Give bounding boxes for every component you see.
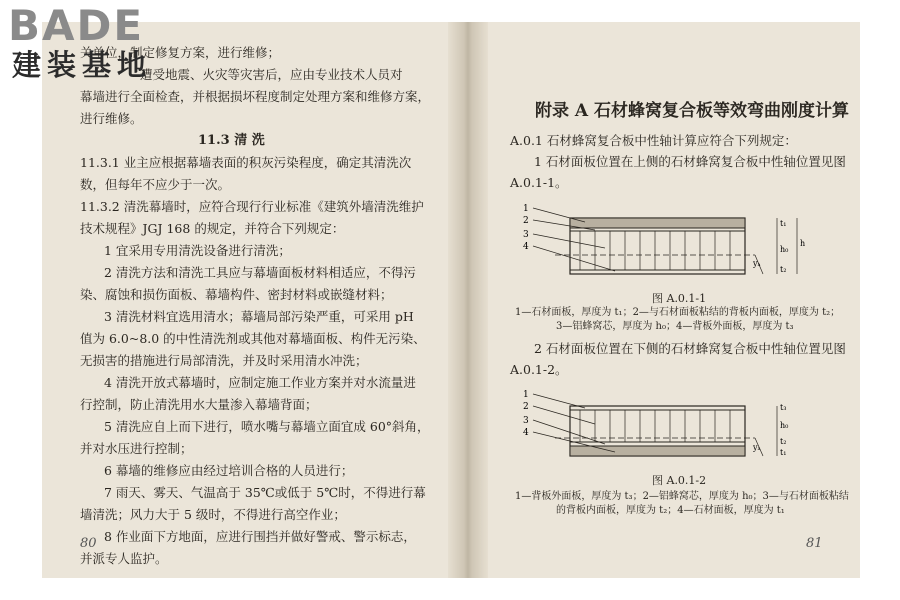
list-item: 7 雨天、雾天、气温高于 35℃或低于 5℃时，不得进行幕 — [104, 485, 426, 500]
paragraph-line: 并派专人监护。 — [80, 551, 168, 566]
left-top-line: 进行维修。 — [80, 111, 143, 126]
list-item: 1 宜采用专用清洗设备进行清洗； — [104, 243, 291, 258]
fig2-dim-t3: t₃ — [780, 403, 787, 412]
fig2-label-4: 4 — [523, 428, 529, 438]
book-gutter — [448, 22, 488, 578]
page-number-right: 81 — [806, 536, 823, 551]
section-title: 11.3 清 洗 — [198, 133, 265, 148]
logo-sub-text: 建装基地 — [12, 48, 153, 82]
paragraph-line: A.0.1 石材蜂窝复合板中性轴计算应符合下列规定： — [510, 133, 797, 148]
figure-a-0-1-1 — [515, 200, 835, 290]
fig1-label-2: 2 — [523, 216, 529, 226]
list-item: 4 清洗开放式幕墙时，应制定施工作业方案并对水流量进 — [104, 375, 416, 390]
fig2-dim-t1: t₁ — [780, 448, 787, 457]
left-top-line: 关单位，制定修复方案，进行维修； — [80, 45, 281, 60]
fig1-title: 图 A.0.1-1 — [652, 292, 707, 305]
fig2-label-3: 3 — [523, 416, 529, 426]
fig1-dim-t1: t₁ — [780, 219, 787, 228]
paragraph-line: 值为 6.0~8.0 的中性清洗剂或其他对幕墙面板、构件无污染、 — [80, 331, 426, 346]
fig1-caption-line: 1—石材面板，厚度为 t₁；2—与石材面板粘结的背板内面板，厚度为 t₂； — [515, 307, 841, 318]
bade-logo — [8, 1, 178, 90]
fig1-label-4: 4 — [523, 242, 529, 252]
fig2-label-1: 1 — [523, 390, 529, 400]
paragraph-line: A.0.1-1。 — [510, 175, 568, 190]
logo-main-text: BADE — [8, 1, 145, 50]
list-item: 2 清洗方法和清洗工具应与幕墙面板材料相适应，不得污 — [104, 265, 416, 280]
paragraph-line: A.0.1-2。 — [510, 362, 568, 377]
paragraph-line: 无损害的措施进行局部清洗，并及时采用清水冲洗； — [80, 353, 368, 368]
left-top-line: 幕墙进行全面检查，并根据损坏程度制定处理方案和维修方案， — [80, 89, 431, 104]
page-number-left: 80 — [80, 536, 97, 551]
list-item: 6 幕墙的维修应由经过培训合格的人员进行； — [104, 463, 354, 478]
paragraph-line: 技术规程》JGJ 168 的规定，并符合下列规定： — [80, 221, 345, 236]
list-item: 5 清洗应自上而下进行，喷水嘴与幕墙立面宜成 60°斜角， — [104, 419, 430, 434]
fig2-dim-t2: t₂ — [780, 437, 787, 446]
paragraph-line: 11.3.1 业主应根据幕墙表面的积灰污染程度，确定其清洗次 — [80, 155, 412, 170]
figure-a-0-1-2 — [515, 388, 835, 470]
appendix-title: 附录 A 石材蜂窝复合板等效弯曲刚度计算 — [535, 101, 850, 121]
fig1-caption-line: 3—铝蜂窝芯，厚度为 h₀；4—背板外面板，厚度为 t₃ — [556, 321, 794, 332]
paragraph-line: 染、腐蚀和损伤面板、幕墙构件、密封材料或嵌缝材料； — [80, 287, 393, 302]
fig2-caption-line: 的背板内面板，厚度为 t₂；4—石材面板，厚度为 t₁ — [556, 505, 785, 516]
fig2-caption-line: 1—背板外面板，厚度为 t₃；2—铝蜂窝芯，厚度为 h₀；3—与石材面板粘结 — [515, 491, 849, 502]
paragraph-line: 并对水压进行控制； — [80, 441, 193, 456]
fig2-title: 图 A.0.1-2 — [652, 474, 707, 487]
fig1-dim-ya: yₐ — [753, 259, 761, 268]
fig1-dim-h0: h₀ — [780, 245, 789, 254]
fig1-label-1: 1 — [523, 204, 529, 214]
paragraph-line: 11.3.2 清洗幕墙时，应符合现行行业标准《建筑外墙清洗维护 — [80, 199, 424, 214]
fig2-dim-h0: h₀ — [780, 421, 789, 430]
list-item: 8 作业面下方地面，应进行围挡并做好警戒、警示标志， — [104, 529, 416, 544]
left-top-line: 遭受地震、火灾等灾害后，应由专业技术人员对 — [140, 67, 403, 82]
list-item: 3 清洗材料宜选用清水；幕墙局部污染严重，可采用 pH — [104, 309, 414, 324]
fig1-dim-t2: t₂ — [780, 265, 787, 274]
list-item: 1 石材面板位置在上侧的石材蜂窝复合板中性轴位置见图 — [534, 154, 846, 169]
paragraph-line: 数，但每年不应少于一次。 — [80, 177, 231, 192]
fig1-dim-h: h — [800, 239, 806, 248]
fig2-label-2: 2 — [523, 402, 529, 412]
paragraph-line: 墙清洗；风力大于 5 级时，不得进行高空作业； — [80, 507, 346, 522]
fig2-dim-ya: yₐ — [753, 443, 761, 452]
list-item: 2 石材面板位置在下侧的石材蜂窝复合板中性轴位置见图 — [534, 341, 846, 356]
paragraph-line: 行控制，防止清洗用水大量渗入幕墙背面； — [80, 397, 318, 412]
fig1-label-3: 3 — [523, 230, 529, 240]
